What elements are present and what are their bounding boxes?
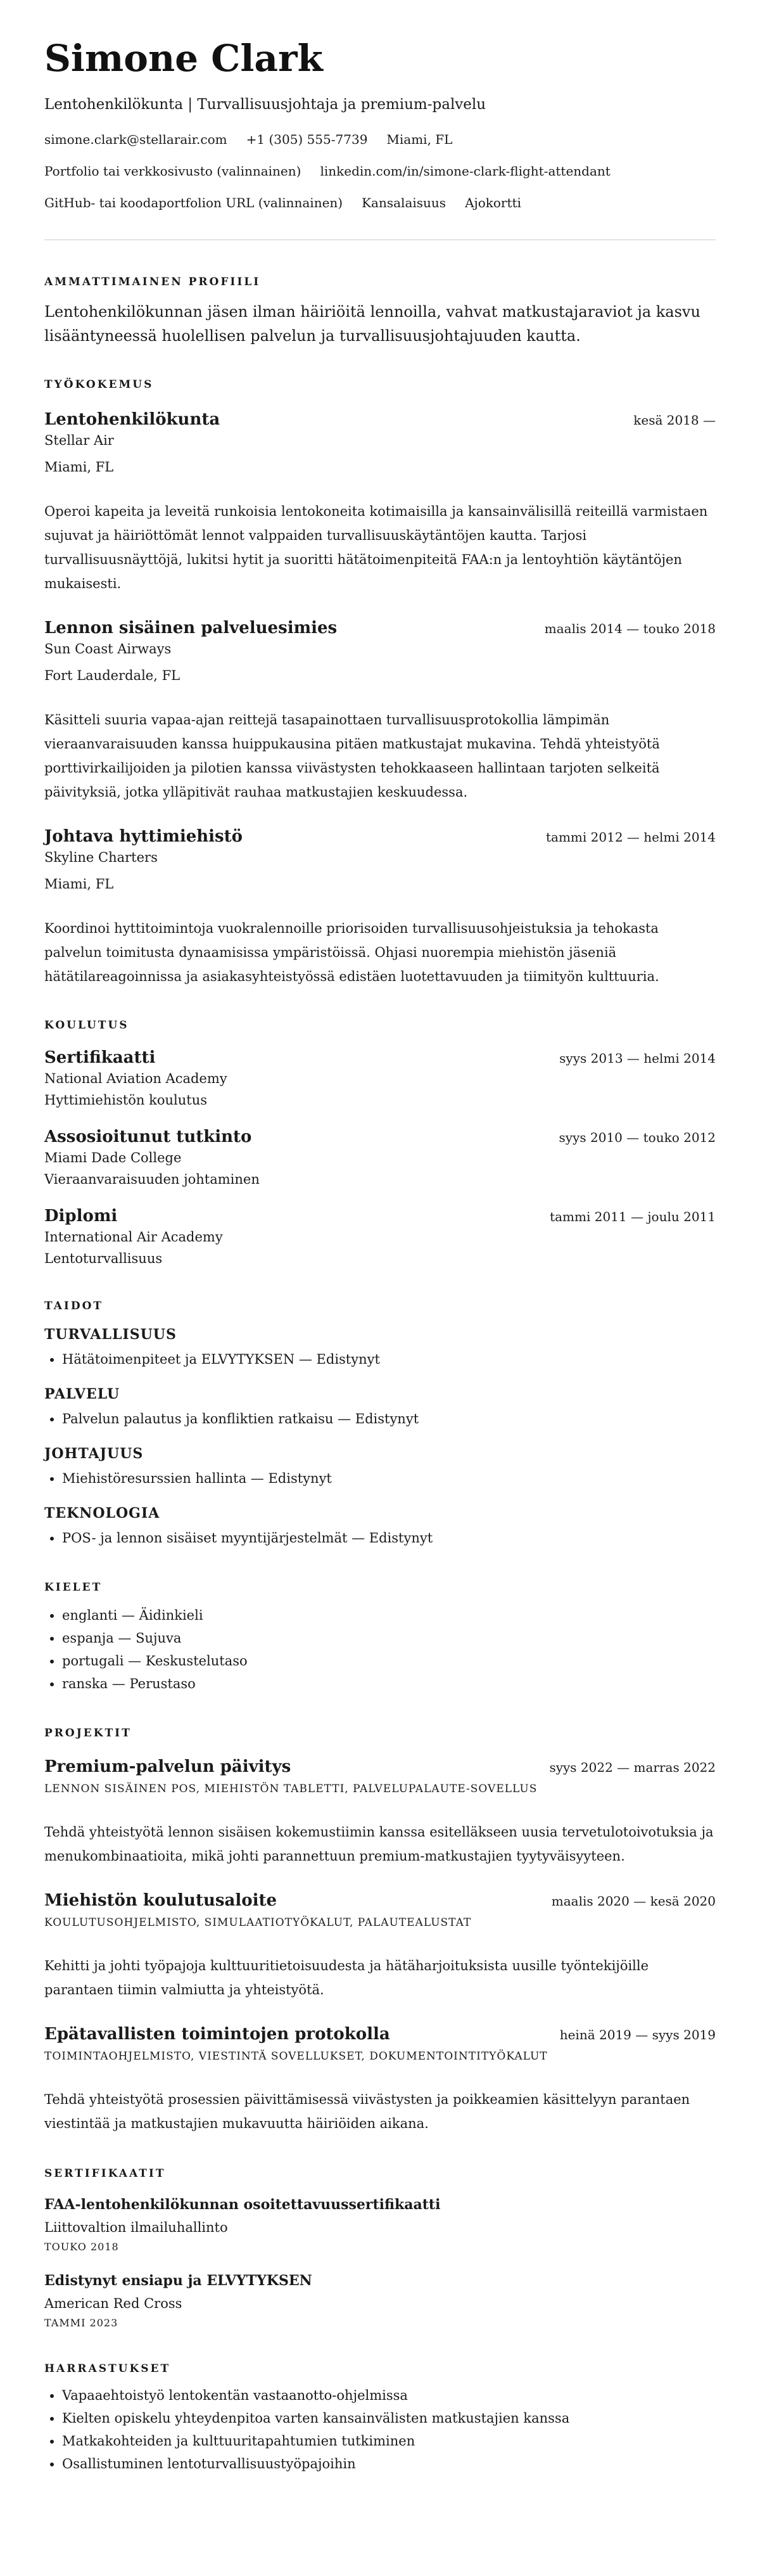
company-name: Skyline Charters: [44, 850, 158, 865]
skill-item: • Hätätoimenpiteet ja ELVYTYKSEN — Edistynyt: [62, 1348, 716, 1371]
hobby-list: [44, 2384, 716, 2475]
education-dates: syys 2013 — helmi 2014: [559, 1051, 716, 1066]
location: Miami, FL: [386, 132, 453, 147]
field-of-study: Hyttimiehistön koulutus: [44, 1093, 208, 1108]
skill-item: • Palvelun palautus ja konfliktien ratkaisu — Edistynyt: [62, 1407, 716, 1430]
extra-row: [44, 194, 716, 212]
hobby-item: • Matkakohteiden ja kulttuuritapahtumien tutkiminen: [62, 2430, 716, 2452]
skill-list: [44, 1467, 716, 1490]
headline: Lentohenkilökunta | Turvallisuusjohtaja ja premium-palvelu: [44, 96, 486, 113]
contact-row: [44, 131, 716, 148]
job-dates: maalis 2014 — touko 2018: [544, 621, 716, 636]
certification-date: TAMMI 2023: [44, 2317, 118, 2329]
skill-item: • POS- ja lennon sisäiset myyntijärjestelmät — Edistynyt: [62, 1527, 716, 1549]
citizenship: Kansalaisuus: [362, 195, 446, 210]
job-description: Operoi kapeita ja leveitä runkoisia lentokoneita kotimaisilla ja kansainvälisillä reiteillä varmistaen sujuvat ja häiriöttömät lennot valppaiden turvallisuuskäytäntöjen kautta. Tarjosi turvallisuusnäyttöjä, lukitsi hytit ja suoritti hätätoimenpiteitä FAA:n ja lentoyhtiön käytäntöjen mukaisesti.: [44, 504, 708, 591]
links-row: [44, 162, 716, 180]
job-location: Miami, FL: [44, 459, 114, 475]
hobby-item: • Vapaaehtoistyö lentokentän vastaanotto-ohjelmissa: [62, 2384, 716, 2407]
phone[interactable]: +1 (305) 555-7739: [246, 132, 368, 147]
language-item: • espanja — Sujuva: [62, 1627, 716, 1650]
company-name: Sun Coast Airways: [44, 641, 172, 657]
education-section-title: KOULUTUS: [44, 1019, 129, 1032]
job-title: Lennon sisäinen palveluesimies: [44, 618, 338, 638]
company-name: Stellar Air: [44, 433, 114, 448]
project-tech: KOULUTUSOHJELMISTO, SIMULAATIOTYÖKALUT, PALAUTEALUSTAT: [44, 1916, 472, 1929]
profile-summary: Lentohenkilökunnan jäsen ilman häiriöitä lennoilla, vahvat matkustajaraviot ja kasvu lisääntyneessä huolellisen palvelun ja turvallisuusjohtajuuden kautta.: [44, 303, 700, 345]
certification-date: TOUKO 2018: [44, 2241, 119, 2253]
field-of-study: Lentoturvallisuus: [44, 1251, 163, 1266]
profile-section-title: AMMATTIMAINEN PROFIILI: [44, 276, 261, 288]
education-entry: [44, 1205, 716, 1268]
language-item: • ranska — Perustaso: [62, 1672, 716, 1695]
job-location: Miami, FL: [44, 876, 114, 892]
skill-category: PALVELU: [44, 1386, 120, 1402]
language-item: • englanti — Äidinkieli: [62, 1604, 716, 1627]
language-list: [44, 1604, 716, 1695]
language-item: • portugali — Keskustelutaso: [62, 1650, 716, 1672]
linkedin-link[interactable]: linkedin.com/in/simone-clark-flight-attendant: [320, 163, 611, 179]
skill-list: [44, 1527, 716, 1549]
job-title: Johtava hyttimiehistö: [44, 827, 243, 846]
project-dates: heinä 2019 — syys 2019: [559, 2027, 716, 2042]
experience-entry: [44, 826, 716, 989]
hobby-item: • Osallistuminen lentoturvallisuustyöpajoihin: [62, 2452, 716, 2475]
certification-name: Edistynyt ensiapu ja ELVYTYKSEN: [44, 2272, 312, 2289]
school-name: Miami Dade College: [44, 1150, 182, 1165]
github-link[interactable]: GitHub- tai koodaportfolion URL (valinnainen): [44, 195, 343, 210]
school-name: National Aviation Academy: [44, 1071, 227, 1086]
skill-list: [44, 1348, 716, 1371]
skill-list: [44, 1407, 716, 1430]
email[interactable]: simone.clark@stellarair.com: [44, 132, 227, 147]
education-dates: tammi 2011 — joulu 2011: [550, 1209, 716, 1224]
skill-category: JOHTAJUUS: [44, 1445, 144, 1462]
hobby-item: • Kielten opiskelu yhteydenpitoa varten kansainvälisten matkustajien kanssa: [62, 2407, 716, 2430]
degree: Assosioitunut tutkinto: [44, 1127, 252, 1146]
certification-entry: [44, 2195, 716, 2255]
skills-section-title: TAIDOT: [44, 1300, 104, 1312]
certification-name: FAA-lentohenkilökunnan osoitettavuussertifikaatti: [44, 2196, 441, 2213]
languages-section-title: KIELET: [44, 1581, 103, 1594]
school-name: International Air Academy: [44, 1229, 223, 1245]
job-dates: tammi 2012 — helmi 2014: [546, 830, 716, 845]
hobbies-section-title: HARRASTUKSET: [44, 2362, 171, 2375]
experience-entry: [44, 617, 716, 804]
project-name: Premium-palvelun päivitys: [44, 1757, 291, 1776]
job-location: Fort Lauderdale, FL: [44, 668, 180, 683]
project-dates: maalis 2020 — kesä 2020: [551, 1894, 716, 1909]
degree: Diplomi: [44, 1207, 118, 1226]
skill-category: TEKNOLOGIA: [44, 1505, 160, 1522]
candidate-name: Simone Clark: [44, 37, 323, 80]
project-description: Tehdä yhteistyötä prosessien päivittämisessä viivästysten ja poikkeamien käsittelyyn parantaen viestintää ja matkustajien mukavuutta häiriöiden aikana.: [44, 2092, 690, 2131]
certification-issuer: Liittovaltion ilmailuhallinto: [44, 2220, 228, 2235]
project-entry: [44, 1890, 716, 2002]
education-dates: syys 2010 — touko 2012: [559, 1130, 716, 1145]
experience-entry: [44, 409, 716, 596]
drivers-license: Ajokortti: [465, 195, 521, 210]
job-dates: kesä 2018 —: [633, 413, 716, 428]
skill-item: • Miehistöresurssien hallinta — Edistynyt: [62, 1467, 716, 1490]
project-tech: TOIMINTAOHJELMISTO, VIESTINTÄ SOVELLUKSET, DOKUMENTOINTITYÖKALUT: [44, 2050, 548, 2063]
portfolio-link[interactable]: Portfolio tai verkkosivusto (valinnainen): [44, 163, 301, 179]
experience-section-title: TYÖKOKEMUS: [44, 378, 154, 391]
project-tech: LENNON SISÄINEN POS, MIEHISTÖN TABLETTI, PALVELUPALAUTE-SOVELLUS: [44, 1783, 538, 1795]
project-description: Kehitti ja johti työpajoja kulttuuritietoisuudesta ja hätäharjoituksista uusille työntekijöille parantaen tiimin valmiutta ja yhteistyötä.: [44, 1958, 649, 1997]
project-name: Miehistön koulutusaloite: [44, 1891, 277, 1910]
job-title: Lentohenkilökunta: [44, 410, 220, 429]
job-description: Käsitteli suuria vapaa-ajan reittejä tasapainottaen turvallisuusprotokollia lämpimän vieraanvaraisuuden kanssa huippukausina pitäen matkustajat mukavina. Tehdä yhteistyötä porttivirkailijoiden ja pilotien kanssa viivästysten tehokkaaseen hallintaan tarjoten selkeitä päivityksiä, jotka ylläpitivät rauhaa matkustajien keskuudessa.: [44, 712, 660, 800]
project-entry: [44, 2023, 716, 2136]
education-entry: [44, 1126, 716, 1189]
certification-entry: [44, 2271, 716, 2331]
project-dates: syys 2022 — marras 2022: [549, 1760, 716, 1775]
project-description: Tehdä yhteistyötä lennon sisäisen kokemustiimin kanssa esitelläkseen uusia tervetulotoivotuksia ja menukombinaatioita, mikä johti parannettuun premium-matkustajien tyytyväisyyteen.: [44, 1824, 714, 1864]
certifications-section-title: SERTIFIKAATIT: [44, 2167, 166, 2180]
education-entry: [44, 1047, 716, 1110]
field-of-study: Vieraanvaraisuuden johtaminen: [44, 1172, 260, 1187]
job-description: Koordinoi hyttitoimintoja vuokralennoille priorisoiden turvallisuusohjeistuksia ja tehokasta palvelun toimitusta dynaamisissa ympäristöissä. Ohjasi nuorempia miehistön jäseniä hätätilareagoinnissa ja asiakasyhteistyössä edistäen luotettavuuden ja tiimityön kulttuuria.: [44, 921, 659, 984]
project-entry: [44, 1756, 716, 1868]
skill-category: TURVALLISUUS: [44, 1326, 177, 1343]
certification-issuer: American Red Cross: [44, 2296, 182, 2311]
project-name: Epätavallisten toimintojen protokolla: [44, 2025, 390, 2044]
degree: Sertifikaatti: [44, 1048, 156, 1067]
projects-section-title: PROJEKTIT: [44, 1727, 132, 1740]
